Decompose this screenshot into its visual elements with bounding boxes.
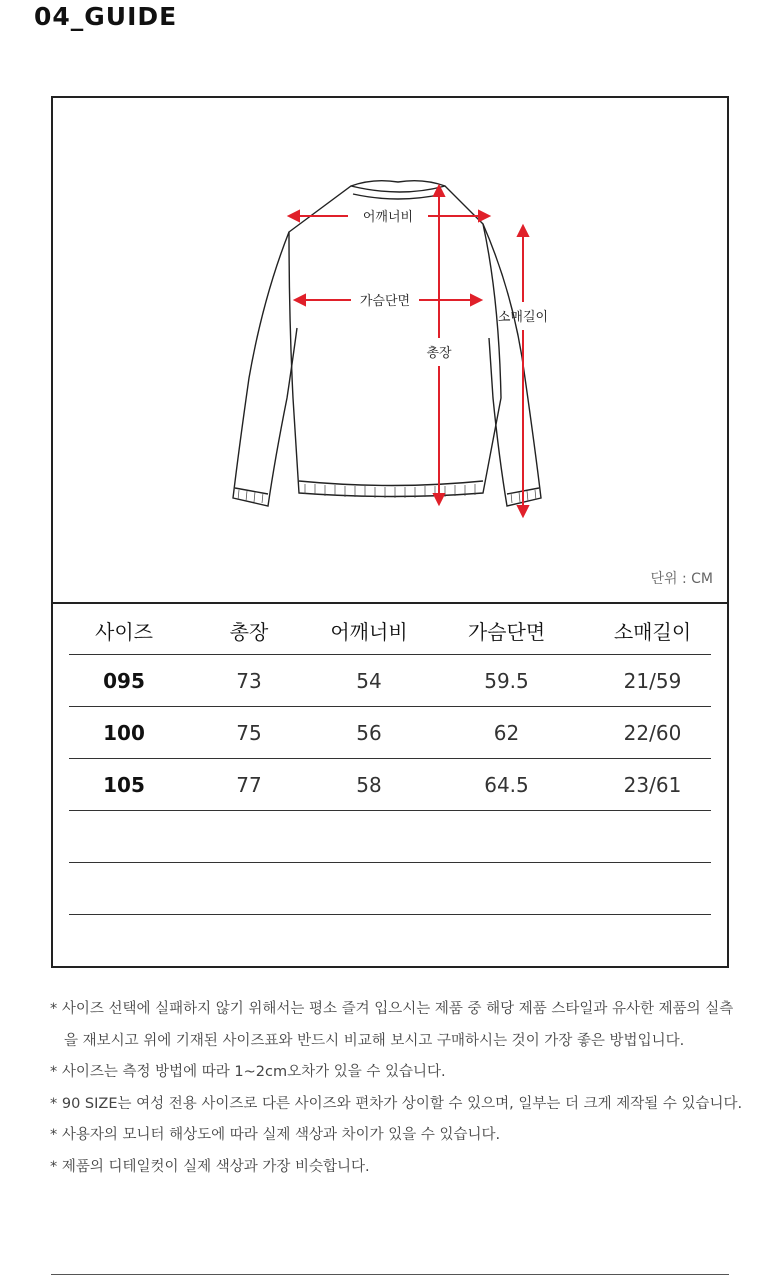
sweater-outline [289, 186, 501, 497]
note-item: * 90 SIZE는 여성 전용 사이즈로 다른 사이즈와 편차가 상이할 수 있으며, 일부는 더 크게 제작될 수 있습니다. [50, 1095, 743, 1112]
table-cell-size: 105 [103, 772, 145, 797]
sweater-collar [351, 181, 445, 186]
note-item-continued: 을 재보시고 위에 기재된 사이즈표와 반드시 비교해 보시고 구매하시는 것이 가장 좋은 방법입니다. [64, 1032, 685, 1049]
bottom-divider [51, 1274, 729, 1275]
table-row-empty [69, 863, 711, 915]
size-table [69, 606, 711, 915]
table-row-empty [69, 811, 711, 863]
chest-label: 가슴단면 [359, 294, 411, 309]
note-item: * 사이즈는 측정 방법에 따라 1~2cm오차가 있을 수 있습니다. [50, 1064, 446, 1080]
size-guide-frame [51, 96, 729, 968]
table-cell: 73 [236, 668, 262, 693]
notes-list [50, 994, 750, 1183]
table-cell: 64.5 [484, 772, 529, 797]
table-cell-size: 100 [103, 720, 145, 745]
note-item: * 제품의 디테일컷이 실제 색상과 가장 비슷합니다. [50, 1158, 370, 1175]
table-cell: 75 [236, 720, 262, 745]
frame-divider [53, 602, 727, 604]
sleeve-label: 소매길이 [497, 310, 549, 325]
table-cell: 62 [493, 720, 520, 745]
unit-label: 단위 : CM [650, 571, 713, 587]
table-header-row [69, 606, 711, 655]
table-cell: 22/60 [623, 720, 682, 745]
table-cell: 21/59 [623, 668, 682, 693]
table-cell: 58 [356, 772, 382, 797]
length-label: 총장 [426, 346, 452, 361]
table-row [69, 707, 711, 759]
table-cell: 23/61 [623, 772, 682, 797]
table-cell: 77 [236, 772, 262, 797]
sweater-diagram-svg [53, 98, 727, 602]
table-cell: 54 [356, 668, 382, 693]
note-item: * 사이즈 선택에 실패하지 않기 위해서는 평소 즐겨 입으시는 제품 중 해당 제품 스타일과 유사한 제품의 실측 [50, 1001, 734, 1017]
table-header: 어깨너비 [330, 619, 408, 644]
garment-illustration [53, 98, 727, 602]
table-row [69, 655, 711, 707]
right-sleeve [483, 224, 541, 506]
table-header: 총장 [229, 619, 269, 644]
page-title: 04_GUIDE [34, 2, 178, 31]
table-header: 사이즈 [95, 619, 153, 644]
table-cell-size: 095 [103, 668, 145, 693]
table-header: 소매길이 [613, 619, 692, 644]
table-cell: 59.5 [484, 668, 529, 693]
left-sleeve [233, 232, 297, 506]
table-row [69, 759, 711, 811]
shoulder-label: 어깨너비 [362, 210, 414, 225]
table-header: 가슴단면 [467, 619, 546, 644]
note-item: * 사용자의 모니터 해상도에 따라 실제 색상과 차이가 있을 수 있습니다. [50, 1127, 501, 1143]
table-cell: 56 [356, 720, 382, 745]
